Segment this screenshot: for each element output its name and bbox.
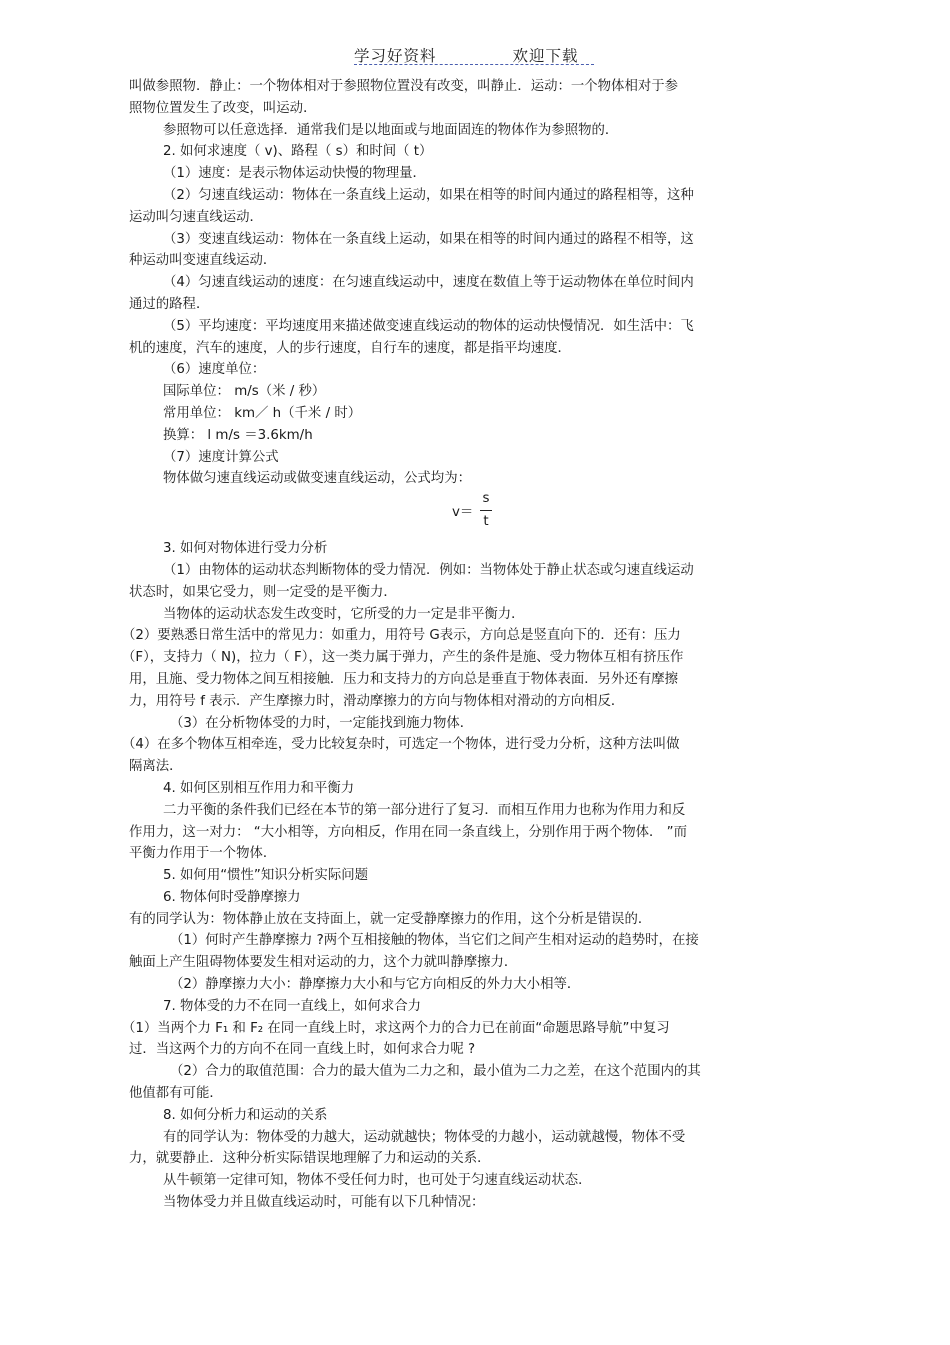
text-line: 国际单位： m/s（米 / 秒） (163, 384, 326, 400)
text-line: 有的同学认为：物体受的力越大，运动就越快；物体受的力越小，运动就越慢，物体不受 (163, 1129, 686, 1145)
text-line: （2）合力的取值范围：合力的最大值为二力之和，最小值为二力之差，在这个范围内的其 (170, 1064, 701, 1080)
text-line: 物体做匀速直线运动或做变速直线运动，公式均为： (163, 471, 471, 487)
text-line: （F），支持力（ N)，拉力（ F），这一类力属于弹力，产生的条件是施、受力物体互相有挤压作 (122, 650, 684, 666)
section-heading: 6. 物体何时受静摩擦力 (163, 889, 301, 905)
text-line: 过．当这两个力的方向不在同一直线上时，如何求合力呢 ? (129, 1042, 476, 1058)
formula-numerator: s (482, 491, 490, 507)
text-line: （1）当两个力 F₁ 和 F₂ 在同一直线上时，求这两个力的合力已在前面“命题思路导航”中复习 (122, 1020, 670, 1036)
fraction-bar (480, 510, 492, 511)
section-heading: 3. 如何对物体进行受力分析 (163, 541, 328, 557)
text-line: （3）变速直线运动：物体在一条直线上运动，如果在相等的时间内通过的路程不相等，这 (163, 231, 694, 247)
text-line: 通过的路程． (129, 296, 210, 312)
header-right-text: 欢迎下载 (512, 47, 579, 65)
text-line: （2）匀速直线运动：物体在一条直线上运动，如果在相等的时间内通过的路程相等，这种 (163, 187, 694, 203)
formula-denominator: t (483, 514, 489, 530)
text-line: 叫做参照物．静止：一个物体相对于参照物位置没有改变，叫静止．运动：一个物体相对于参 (129, 79, 679, 94)
text-line: （6）速度单位： (163, 362, 266, 378)
text-line: 平衡力作用于一个物体． (129, 846, 277, 862)
header-underline (354, 64, 594, 65)
text-line: 种运动叫变速直线运动． (129, 253, 277, 269)
text-line: 换算： l m/s ＝3.6km/h (163, 427, 313, 443)
text-line: 当物体受力并且做直线运动时，可能有以下几种情况： (163, 1195, 485, 1211)
text-line: 照物位置发生了改变，叫运动． (129, 100, 317, 116)
section-heading: 2. 如何求速度（ v)、路程（ s）和时间（ t） (163, 144, 433, 160)
text-line: 运动叫匀速直线运动． (129, 209, 263, 225)
formula-lhs: v＝ (452, 505, 474, 521)
page-header (354, 44, 578, 66)
text-line: 触面上产生阻碍物体要发生相对运动的力，这个力就叫静摩擦力． (129, 955, 518, 971)
text-line: （1）由物体的运动状态判断物体的受力情况．例如：当物体处于静止状态或匀速直线运动 (163, 562, 694, 578)
text-line: （1）何时产生静摩擦力 ?两个互相接触的物体，当它们之间产生相对运动的趋势时，在接 (170, 933, 699, 949)
header-left-text: 学习好资料 (354, 47, 437, 65)
text-line: 隔离法． (129, 759, 183, 775)
text-line: 他值都有可能． (129, 1086, 223, 1102)
text-line: （3）在分析物体受的力时，一定能找到施力物体． (170, 715, 474, 731)
text-line: 作用力，这一对力： “大小相等，方向相反，作用在同一条直线上，分别作用于两个物体． ”而 (129, 824, 688, 840)
section-heading: 7. 物体受的力不在同一直线上，如何求合力 (163, 998, 422, 1014)
text-line: （1）速度：是表示物体运动快慢的物理量． (163, 166, 426, 182)
text-line: 力，就要静止．这种分析实际错误地理解了力和运动的关系． (129, 1151, 491, 1167)
text-line: 力，用符号 f 表示．产生摩擦力时，滑动摩擦力的方向与物体相对滑动的方向相反． (129, 693, 625, 709)
text-line: 参照物可以任意选择．通常我们是以地面或与地面固连的物体作为参照物的． (163, 122, 619, 138)
text-line: （7）速度计算公式 (163, 449, 279, 465)
text-line: （5）平均速度：平均速度用来描述做变速直线运动的物体的运动快慢情况．如生活中：飞 (163, 318, 694, 334)
text-line: 有的同学认为：物体静止放在支持面上，就一定受静摩擦力的作用，这个分析是错误的． (129, 911, 652, 927)
text-line: （2）要熟悉日常生活中的常见力：如重力，用符号 G表示，方向总是竖直向下的．还有：压力 (122, 628, 681, 644)
velocity-formula (0, 490, 950, 538)
text-line: 机的速度，汽车的速度，人的步行速度，自行车的速度，都是指平均速度． (129, 340, 571, 356)
text-line: 状态时，如果它受力，则一定受的是平衡力． (129, 584, 397, 600)
document-body (0, 76, 950, 1214)
text-line: （2）静摩擦力大小：静摩擦力大小和与它方向相反的外力大小相等． (170, 977, 581, 993)
formula-fraction (480, 490, 492, 531)
text-line: （4）匀速直线运动的速度：在匀速直线运动中，速度在数值上等于运动物体在单位时间内 (163, 275, 694, 291)
text-line: 常用单位： km／ h（千米 / 时） (163, 405, 362, 421)
text-line: 二力平衡的条件我们已经在本节的第一部分进行了复习．而相互作用力也称为作用力和反 (163, 802, 686, 818)
text-line: （4）在多个物体互相牵连，受力比较复杂时，可选定一个物体，进行受力分析，这种方法叫做 (122, 737, 680, 753)
section-heading: 8. 如何分析力和运动的关系 (163, 1107, 328, 1123)
section-heading: 4. 如何区别相互作用力和平衡力 (163, 780, 355, 796)
text-line: 用，且施、受力物体之间互相接触．压力和支持力的方向总是垂直于物体表面．另外还有摩擦 (129, 671, 679, 687)
section-heading: 5. 如何用“惯性”知识分析实际问题 (163, 868, 368, 884)
text-line: 从牛顿第一定律可知，物体不受任何力时，也可处于匀速直线运动状态． (163, 1173, 592, 1189)
text-line: 当物体的运动状态发生改变时，它所受的力一定是非平衡力． (163, 606, 525, 622)
